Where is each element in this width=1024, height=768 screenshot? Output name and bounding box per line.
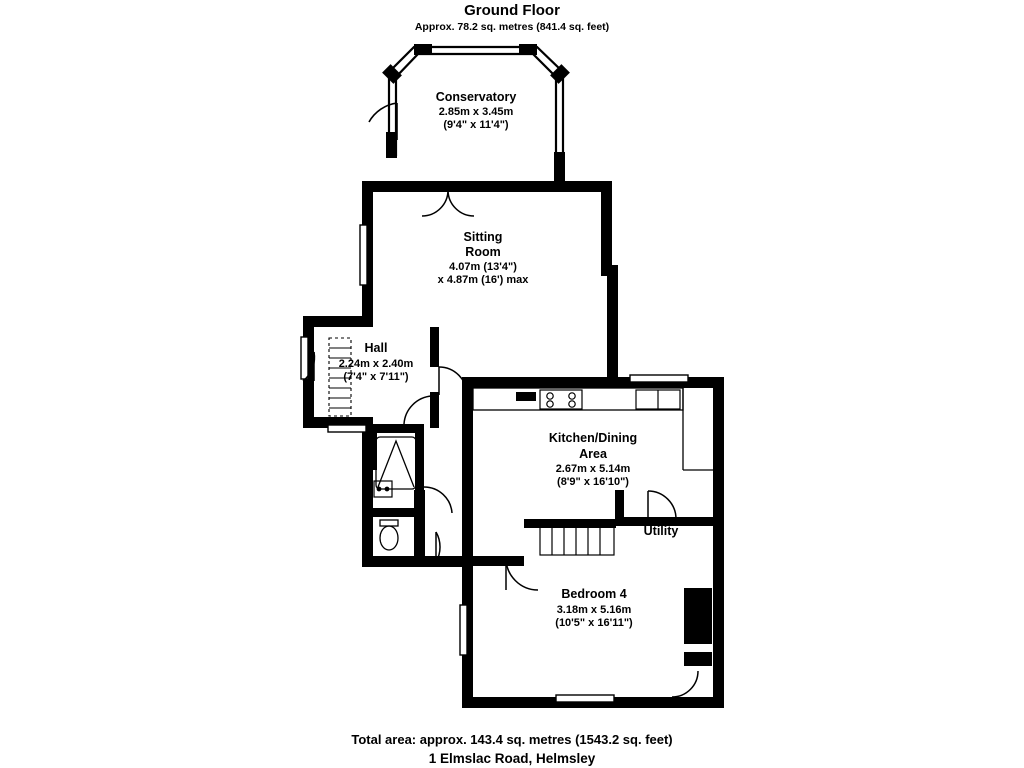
room-dims-conservatory-metric: 2.85m x 3.45m xyxy=(438,106,514,118)
room-dims-sitting-room-imperial: x 4.87m (16') max xyxy=(437,274,529,286)
room-label-conservatory: Conservatory xyxy=(435,90,517,104)
room-dims-bedroom-4-imperial: (10'5" x 16'11") xyxy=(555,617,633,629)
room-dims-hall-metric: 2.24m x 2.40m xyxy=(338,358,414,370)
room-label-sitting-room-line2: Room xyxy=(465,245,501,259)
room-label-kitchen-dining-line2: Area xyxy=(579,447,607,461)
footer-total-area: Total area: approx. 143.4 sq. metres (1543.2 sq. feet) xyxy=(351,732,673,747)
page-title: Ground Floor xyxy=(464,2,560,19)
room-label-utility: Utility xyxy=(643,524,679,538)
room-dims-kitchen-dining-imperial: (8'9" x 16'10") xyxy=(557,476,629,488)
room-dims-bedroom-4-metric: 3.18m x 5.16m xyxy=(556,604,632,616)
sink-fixture xyxy=(636,390,680,409)
toilet-fixture xyxy=(380,520,398,550)
room-dims-hall-imperial: (7'4" x 7'11") xyxy=(343,371,409,383)
room-label-hall: Hall xyxy=(364,341,388,355)
room-dims-kitchen-dining-metric: 2.67m x 5.14m xyxy=(555,463,631,475)
room-label-bedroom-4: Bedroom 4 xyxy=(561,587,627,601)
room-label-sitting-room-line1: Sitting xyxy=(463,230,503,244)
room-dims-conservatory-imperial: (9'4" x 11'4") xyxy=(443,119,509,131)
room-dims-sitting-room-metric: 4.07m (13'4") xyxy=(449,261,517,273)
hob-fixture xyxy=(540,390,582,409)
page-subtitle: Approx. 78.2 sq. metres (841.4 sq. feet) xyxy=(414,21,610,33)
room-label-kitchen-dining-line1: Kitchen/Dining xyxy=(548,431,638,445)
footer-address: 1 Elmslac Road, Helmsley xyxy=(428,751,596,766)
